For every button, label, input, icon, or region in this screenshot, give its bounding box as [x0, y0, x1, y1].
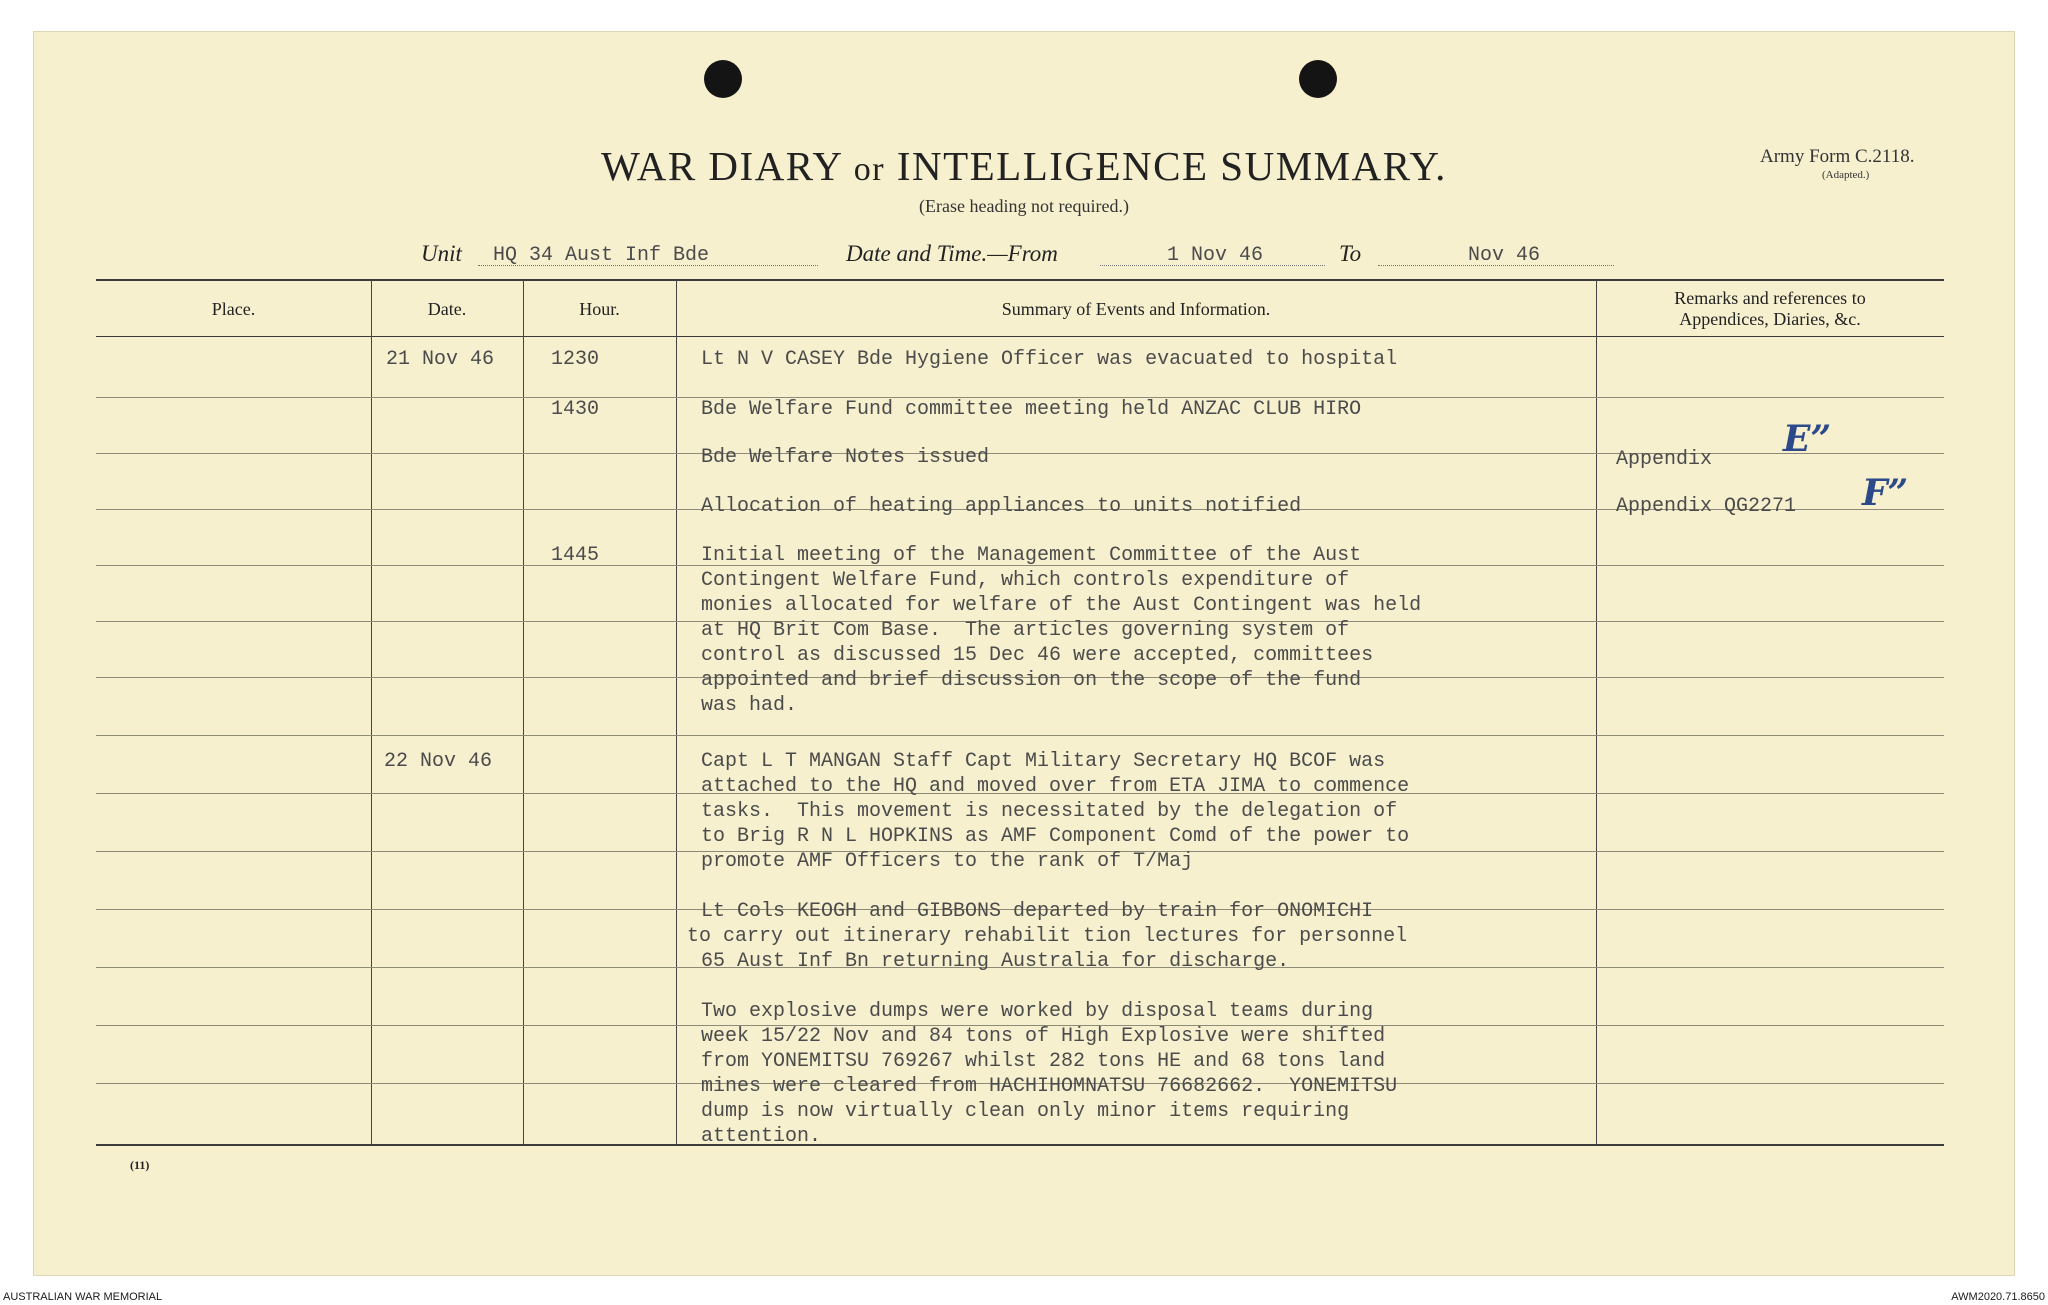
unit-label: Unit — [421, 241, 462, 266]
entry-hour: 1230 — [551, 348, 600, 371]
archive-stamp-left: AUSTRALIAN WAR MEMORIAL — [3, 1291, 163, 1303]
column-header-remarks — [1596, 288, 1944, 330]
archive-stamp-right: AWM2020.71.8650 — [1951, 1291, 2045, 1303]
table-bottom-border — [96, 1144, 1944, 1146]
column-header-place: Place. — [211, 299, 256, 319]
column-header-hour: Hour. — [579, 299, 620, 319]
entry-date: 21 Nov 46 — [386, 348, 495, 371]
form-adapted: (Adapted.) — [1822, 169, 1870, 181]
punch-hole — [704, 60, 742, 98]
entry-text: Bde Welfare Notes issued — [701, 446, 990, 469]
handwritten-appendix-letter: E” — [1783, 418, 1832, 460]
entry-date: 22 Nov 46 — [384, 750, 493, 773]
header-divider — [96, 336, 1944, 337]
entry-block — [701, 999, 1397, 1144]
entry-line: from YONEMITSU 769267 whilst 282 tons HE and 68 tons land — [701, 1050, 1386, 1073]
entry-text: Lt N V CASEY Bde Hygiene Officer was evacuated to hospital — [701, 348, 1398, 371]
unit-value: HQ 34 Aust Inf Bde — [493, 244, 710, 267]
page-subtitle: (Erase heading not required.) — [919, 196, 1129, 216]
form-code: (11) — [130, 1158, 150, 1172]
column-header-date: Date. — [427, 299, 467, 319]
page-title — [0, 142, 2048, 190]
entry-line: tasks. This movement is necessitated by the delegation of — [701, 800, 1398, 823]
entry-remark: Appendix QG2271 — [1616, 495, 1797, 518]
entry-line: was had. — [701, 694, 798, 717]
entry-block — [701, 543, 1421, 718]
table-top-border — [96, 279, 1944, 281]
entry-line: to carry out itinerary rehabilit tion lectures for personnel — [687, 925, 1408, 948]
entry-line: control as discussed 15 Dec 46 were accepted, committees — [701, 644, 1374, 667]
entry-remark: Appendix — [1616, 448, 1713, 471]
entry-line: mines were cleared from HACHIHOMNATSU 76682662. YONEMITSU — [701, 1075, 1398, 1098]
entry-line: at HQ Brit Com Base. The articles governing system of — [701, 619, 1350, 642]
entry-line: dump is now virtually clean only minor items requiring — [701, 1100, 1350, 1123]
date-to-value: Nov 46 — [1468, 244, 1541, 267]
entry-text: Bde Welfare Fund committee meeting held ANZAC CLUB HIRO — [701, 398, 1362, 421]
entry-text: Allocation of heating appliances to units notified — [701, 495, 1302, 518]
form-number: Army Form C.2118. — [1760, 146, 1915, 167]
handwritten-appendix-letter: F” — [1862, 472, 1909, 514]
entry-line: attention. — [701, 1125, 822, 1144]
entry-line: to Brig R N L HOPKINS as AMF Component Comd of the power to — [701, 825, 1410, 848]
entry-line: promote AMF Officers to the rank of T/Maj — [701, 850, 1194, 873]
entry-line: attached to the HQ and moved over from ETA JIMA to commence — [701, 775, 1410, 798]
title-or: or — [853, 151, 886, 188]
punch-hole — [1299, 60, 1337, 98]
date-from-label: Date and Time.—From — [846, 241, 1058, 266]
title-part: WAR DIARY — [601, 143, 842, 189]
entry-line: appointed and brief discussion on the scope of the fund — [701, 669, 1362, 692]
entry-line: Two explosive dumps were worked by disposal teams during — [701, 1000, 1374, 1023]
entry-line: 65 Aust Inf Bn returning Australia for discharge. — [701, 950, 1290, 973]
entry-hour: 1430 — [551, 398, 600, 421]
entry-line: week 15/22 Nov and 84 tons of High Explosive were shifted — [701, 1025, 1386, 1048]
entry-line: Initial meeting of the Management Committee of the Aust — [701, 544, 1362, 567]
remarks-header-line: Remarks and references to — [1674, 288, 1866, 308]
entry-line: Contingent Welfare Fund, which controls expenditure of — [701, 569, 1350, 592]
entry-hour: 1445 — [551, 544, 600, 567]
date-to-label: To — [1339, 241, 1362, 266]
remarks-header-line: Appendices, Diaries, &c. — [1679, 309, 1861, 329]
entry-line: Lt Cols KEOGH and GIBBONS departed by train for ONOMICHI — [701, 900, 1374, 923]
date-from-value: 1 Nov 46 — [1167, 244, 1264, 267]
entry-line: monies allocated for welfare of the Aust Contingent was held — [701, 594, 1422, 617]
entry-line: Capt L T MANGAN Staff Capt Military Secretary HQ BCOF was — [701, 750, 1386, 773]
title-part: INTELLIGENCE SUMMARY. — [896, 143, 1447, 189]
entry-block — [687, 899, 1407, 974]
entry-block — [701, 749, 1409, 874]
column-header-summary: Summary of Events and Information. — [1001, 299, 1271, 319]
